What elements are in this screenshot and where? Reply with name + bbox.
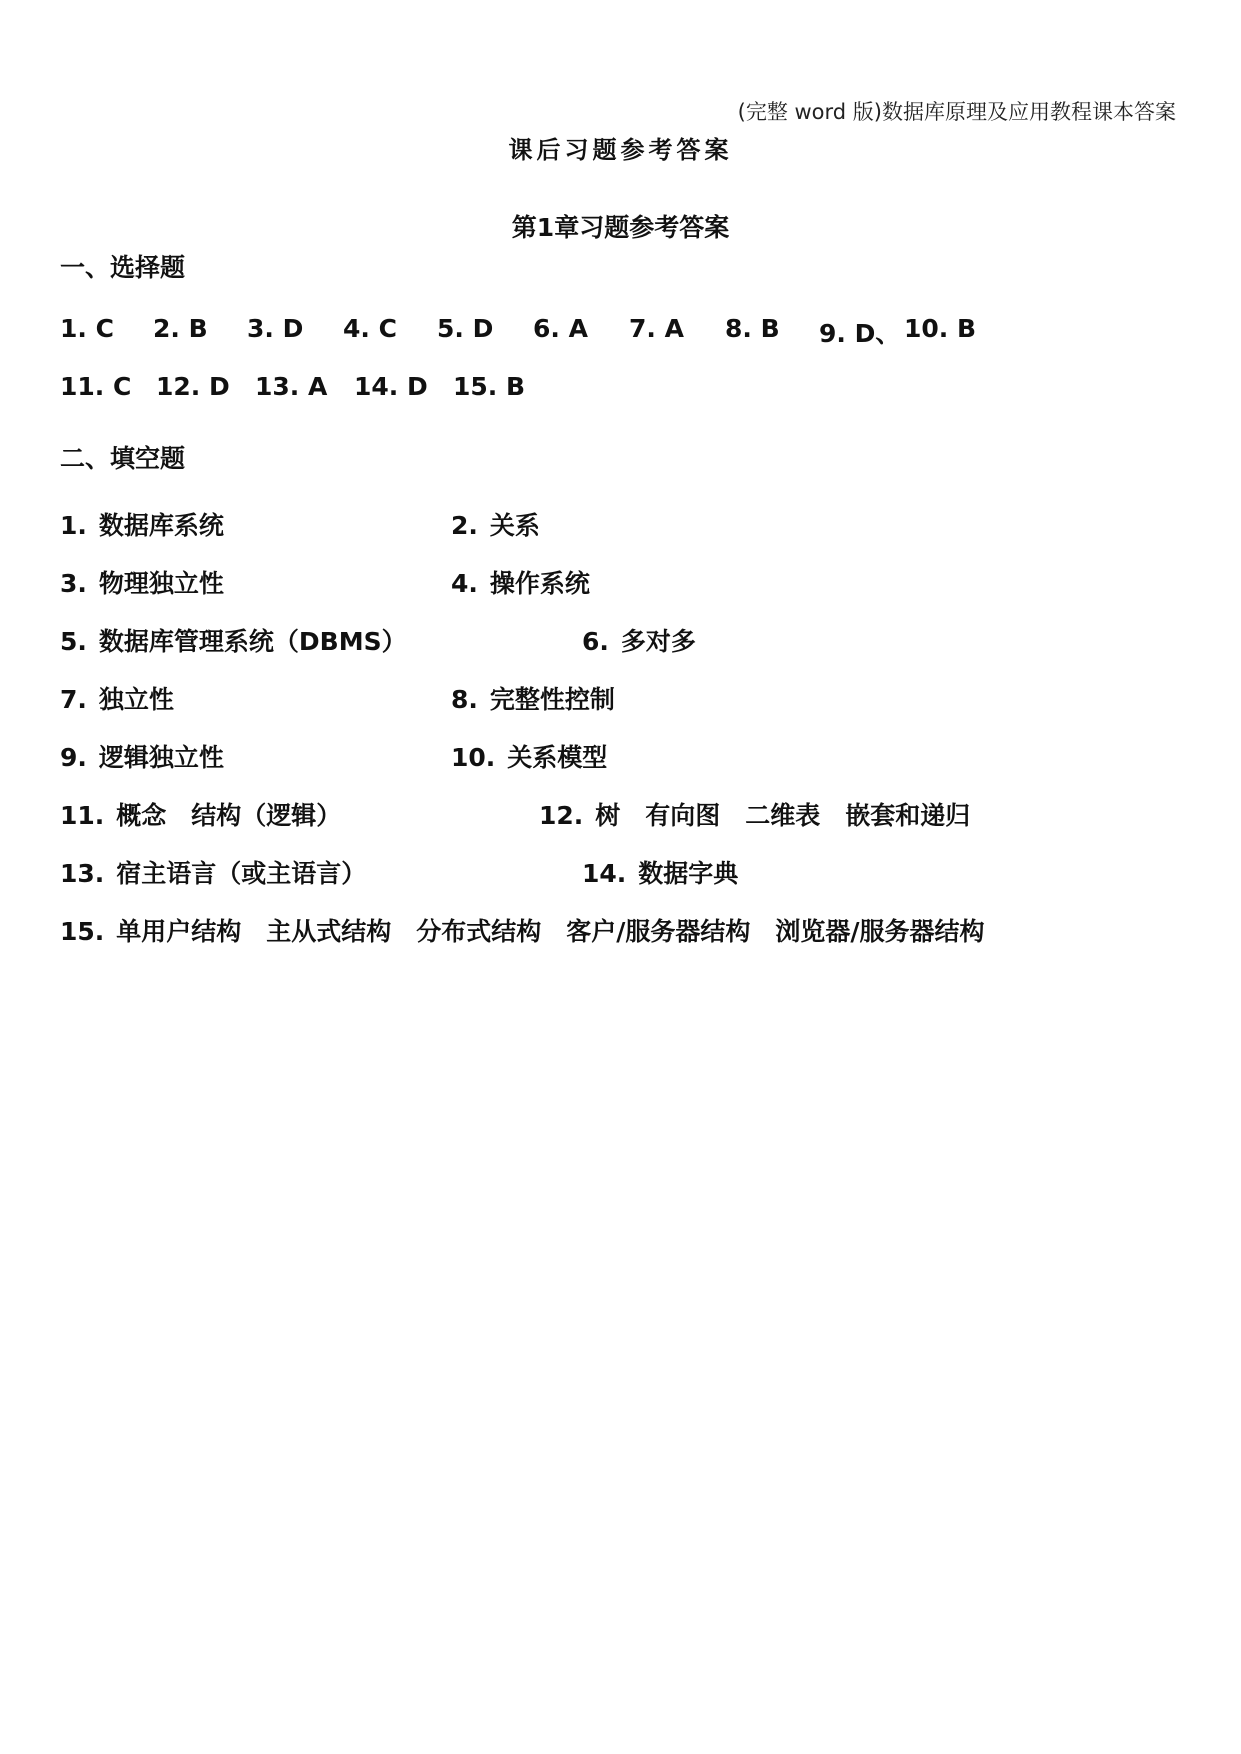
fill-answer-text: 独立性 [98, 685, 174, 714]
fill-answer-text: 数据库系统 [98, 511, 224, 540]
fill-answer-text: 关系模型 [507, 743, 608, 772]
fill-answer-item [582, 854, 738, 890]
fill-answer-item [539, 796, 970, 832]
choice-answer: 14. D [354, 372, 428, 401]
fill-answer-item [451, 738, 607, 774]
fill-answer-text: 物理独立性 [98, 569, 224, 598]
fill-answer-item [60, 506, 224, 542]
section-heading-fill: 二、填空题 [60, 444, 186, 473]
fill-answer-text: 逻辑独立性 [98, 743, 224, 772]
fill-answer-item [451, 680, 615, 716]
fill-answer-number: 9. [60, 743, 87, 772]
fill-answer-text: 多对多 [620, 627, 696, 656]
fill-answer-item [582, 622, 696, 658]
fill-answer-item [60, 854, 366, 890]
fill-answer-item [60, 796, 341, 832]
fill-answer-text: 操作系统 [489, 569, 590, 598]
fill-answer-text: 数据库管理系统（DBMS） [98, 627, 407, 656]
choice-answer: 9. D、 [819, 319, 901, 348]
fill-answer-item [451, 564, 590, 600]
choice-answer: 6. A [533, 314, 588, 343]
choice-answer: 15. B [453, 372, 526, 401]
fill-answer-text: 宿主语言（或主语言） [116, 859, 367, 888]
choice-answer: 7. A [629, 314, 684, 343]
fill-answer-text: 概念 结构（逻辑） [116, 801, 342, 830]
fill-answer-number: 15. [60, 917, 105, 946]
fill-answer-item [451, 506, 540, 542]
chapter-title: 第1章习题参考答案 [511, 213, 730, 242]
fill-answer-number: 14. [582, 859, 627, 888]
fill-answer-number: 8. [451, 685, 478, 714]
choice-answer: 4. C [343, 314, 397, 343]
choice-answer: 3. D [247, 314, 304, 343]
choice-answer: 12. D [156, 372, 230, 401]
choice-answer: 13. A [255, 372, 328, 401]
fill-answer-number: 2. [451, 511, 478, 540]
fill-answer-number: 10. [451, 743, 496, 772]
fill-answer-number: 5. [60, 627, 87, 656]
fill-answer-text: 关系 [489, 511, 540, 540]
fill-answer-text: 完整性控制 [489, 685, 615, 714]
fill-answer-text: 单用户结构 主从式结构 分布式结构 客户/服务器结构 浏览器/服务器结构 [116, 917, 985, 946]
choice-answer: 1. C [60, 314, 114, 343]
fill-answer-number: 6. [582, 627, 609, 656]
fill-answer-number: 7. [60, 685, 87, 714]
fill-answer-number: 1. [60, 511, 87, 540]
choice-answer: 5. D [437, 314, 494, 343]
fill-answer-item [60, 680, 174, 716]
fill-answer-number: 11. [60, 801, 105, 830]
fill-answer-text: 数据字典 [638, 859, 739, 888]
fill-answer-text: 树 有向图 二维表 嵌套和递归 [595, 801, 971, 830]
fill-answer-number: 13. [60, 859, 105, 888]
fill-answer-item [60, 738, 224, 774]
section-heading-choice: 一、选择题 [60, 253, 186, 282]
choice-answer: 11. C [60, 372, 132, 401]
choice-answer: 2. B [153, 314, 208, 343]
fill-answer-item [60, 564, 224, 600]
fill-answer-item [60, 622, 407, 658]
fill-answer-number: 3. [60, 569, 87, 598]
choice-answer: 8. B [725, 314, 780, 343]
header-note: (完整 word 版)数据库原理及应用教程课本答案 [737, 100, 1176, 124]
document-title: 课后习题参考答案 [508, 135, 733, 164]
fill-answer-number: 4. [451, 569, 478, 598]
fill-answer-number: 12. [539, 801, 584, 830]
fill-answer-item [60, 912, 985, 948]
choice-answer: 10. B [904, 314, 977, 343]
